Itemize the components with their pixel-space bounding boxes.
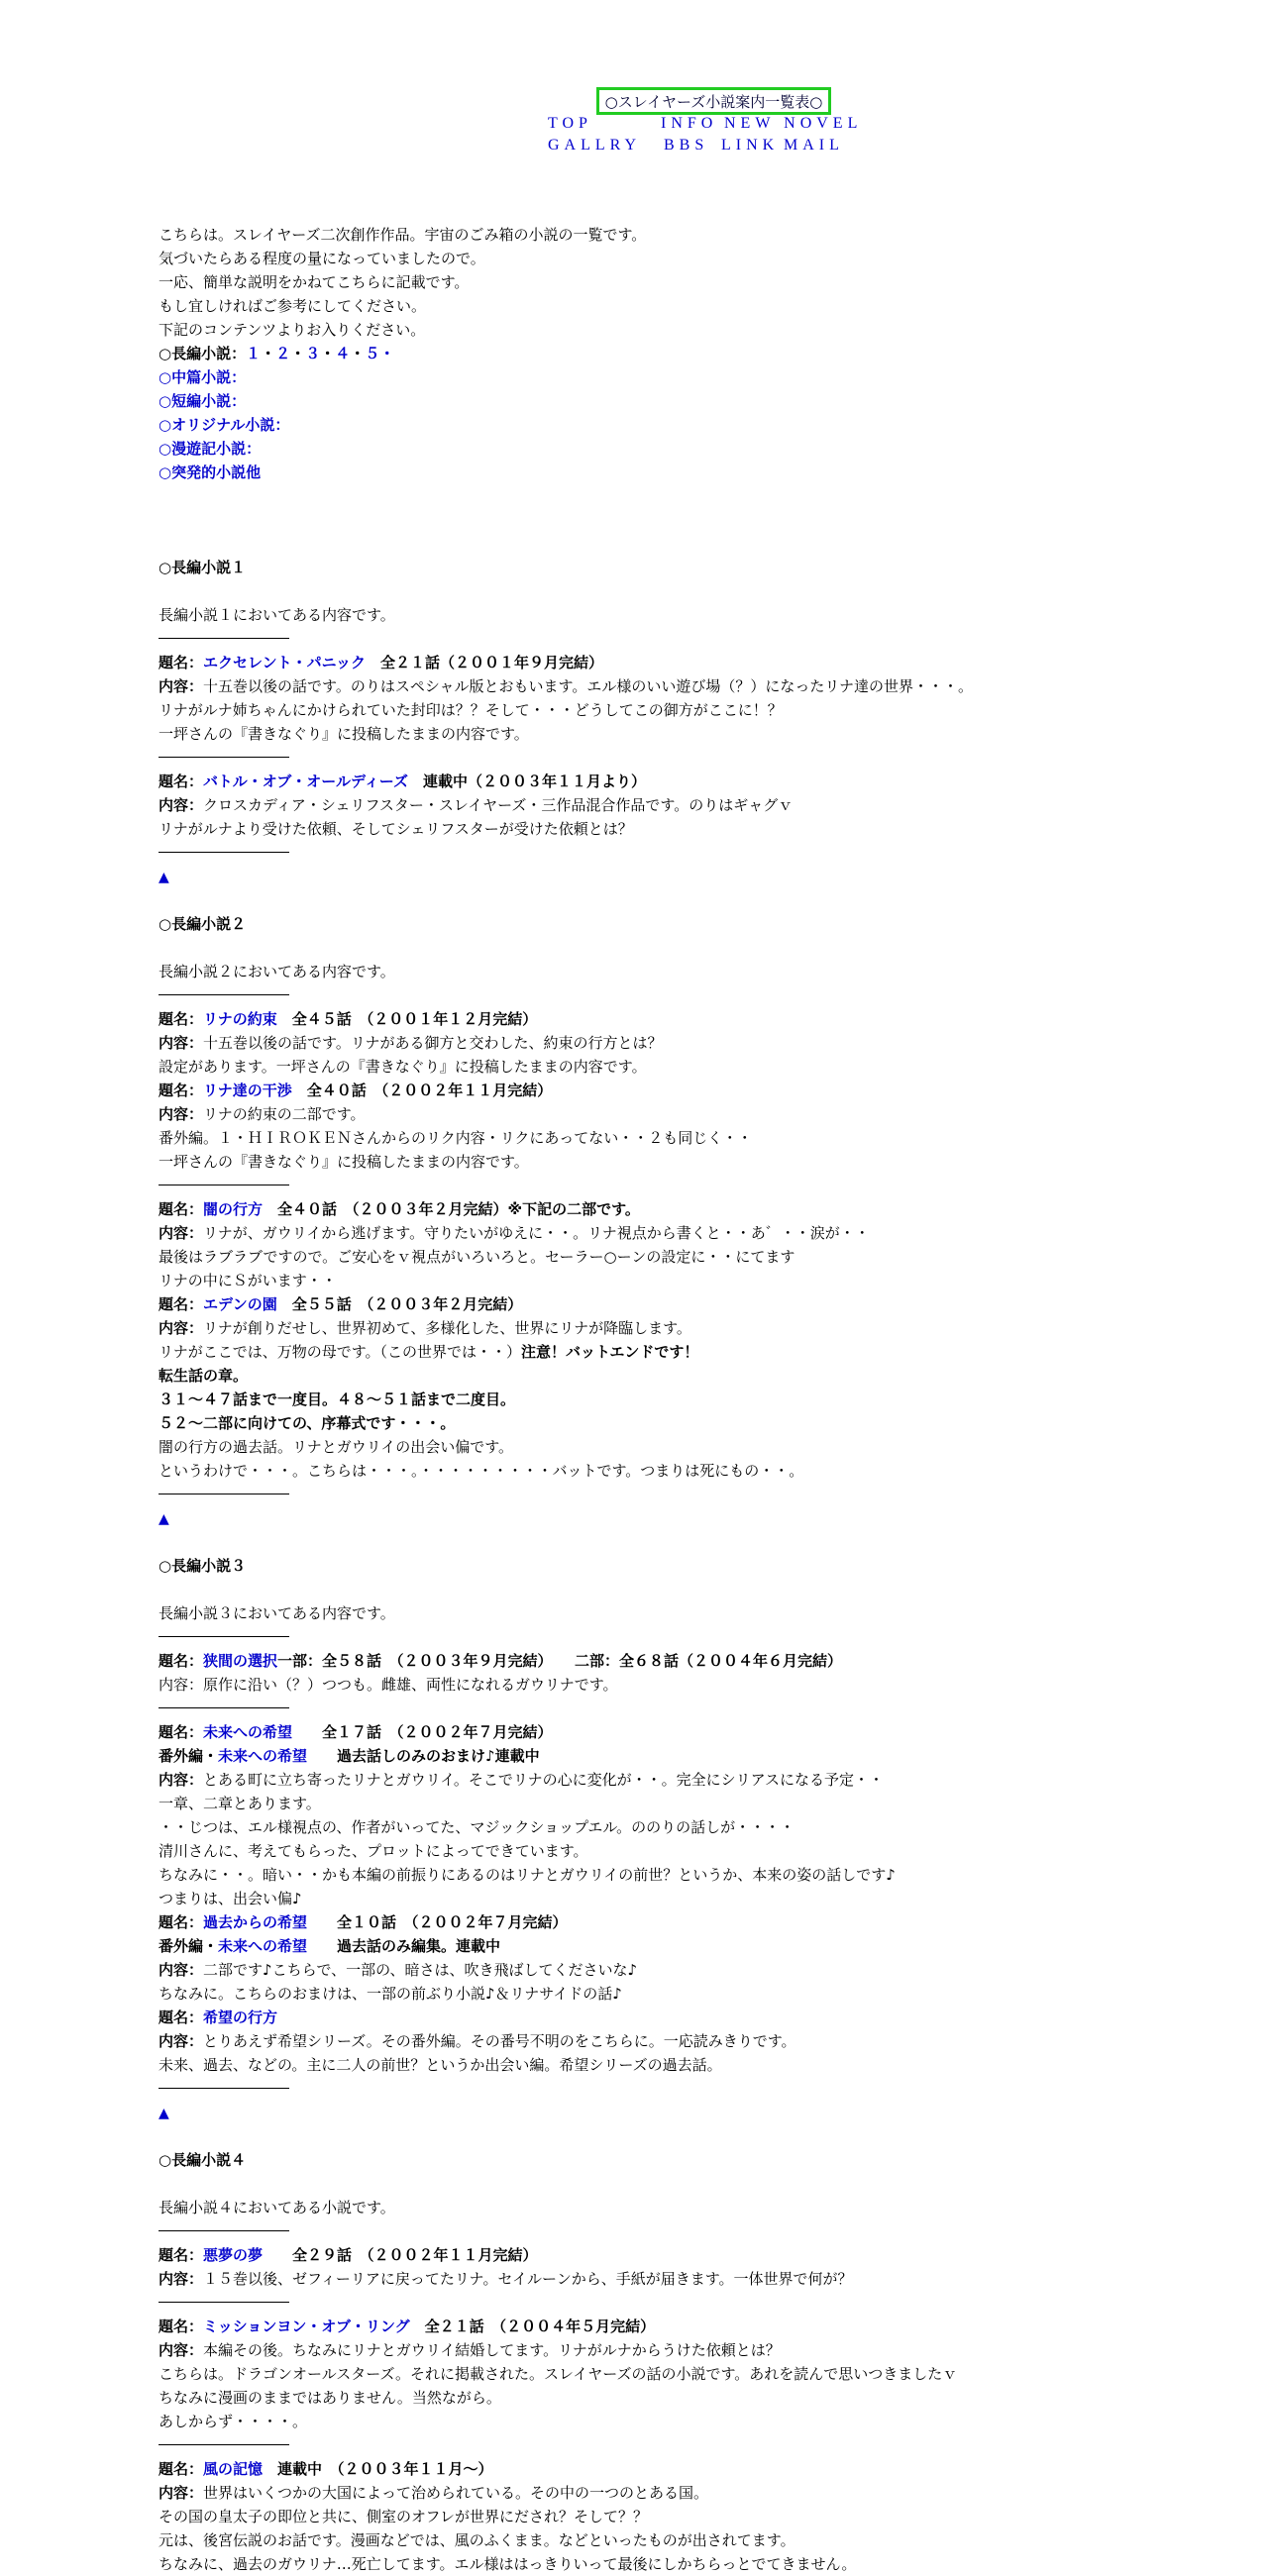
menu-long-link-2[interactable]: ２ xyxy=(275,345,291,362)
novel-content-more: その国の皇太子の即位と共に、側室のオフレが世界にだされ？そして？？ xyxy=(159,2508,648,2525)
novel-content: 内容：リナが、ガウリイから逃げます。守りたいがゆえに・・。リナ視点から書くと・・あ゛・・涙が・・ xyxy=(159,1224,870,1242)
divider xyxy=(159,1707,289,1708)
nav-info-link[interactable]: INFO xyxy=(661,115,718,132)
page-title xyxy=(596,87,831,115)
section-heading-long-1: ○長編小説１ xyxy=(159,559,247,576)
novel-content: 内容：原作に沿い（？）つつも。雌雄、両性になれるガウリナです。 xyxy=(159,1676,618,1694)
divider xyxy=(159,2302,289,2303)
novel-content: 内容：とある町に立ち寄ったリナとガウリイ。そこでリナの心に変化が・・。完全にシリアスになる予定・・ xyxy=(159,1771,885,1789)
novel-title-row: 題名：未来への希望 全１７話 （２００２年７月完結） xyxy=(159,1723,553,1741)
novel-content-more: 番外編。１・ＨＩＲＯＫＥＮさんからのリク内容・リクにあってない・・２も同じく・・ xyxy=(159,1129,753,1147)
divider xyxy=(159,994,289,995)
novel-content: 内容：二部です♪こちらで、一部の、暗さは、吹き飛ばしてくださいな♪ xyxy=(159,1961,638,1979)
novel-content-more: ちなみに、過去のガウリナ…死亡してます。エル様ははっきりいって最後にしかちらっとでてきません。 xyxy=(159,2555,857,2573)
novel-title-row: 題名：リナ達の干渉 全４０話 （２００２年１１月完結） xyxy=(159,1082,553,1099)
novel-content: 内容：１５巻以後、ゼフィーリアに戻ってたリナ。セイルーンから、手紙が届きます。一体世界で何が？ xyxy=(159,2270,853,2288)
novel-content-more: 設定があります。一坪さんの『書きなぐり』に投稿したままの内容です。 xyxy=(159,1058,647,1076)
novel-content: 内容：クロスカディア・シェリフスター・スレイヤーズ・三作品混合作品です。のりはギャグｖ xyxy=(159,796,794,814)
section-heading-long-2: ○長編小説２ xyxy=(159,915,247,933)
novel-title-row: 題名：風の記憶 連載中 （２００３年１１月～） xyxy=(159,2460,493,2478)
divider xyxy=(159,2230,289,2231)
divider xyxy=(159,852,289,853)
novel-title-row: 題名：エデンの園 全５５話 （２００３年２月完結） xyxy=(159,1295,523,1313)
section-desc: 長編小説１においてある内容です。 xyxy=(159,606,395,624)
novel-content-more: 闇の行方の過去話。リナとガウリイの出会い偏です。 xyxy=(159,1438,514,1456)
novel-title-row: 題名：希望の行方 xyxy=(159,2009,278,2026)
novel-content-more: 元は、後宮伝説のお話です。漫画などでは、風のふくまま。などといったものが出されてます。 xyxy=(159,2531,795,2549)
novel-content-more: ちなみに。こちらのおまけは、一部の前ぶり小説♪＆リナサイドの話♪ xyxy=(159,1985,622,2003)
novel-content: 内容：リナの約束の二部です。 xyxy=(159,1105,366,1123)
nav-gallery-link[interactable]: GALLRY xyxy=(548,137,641,154)
novel-title-link[interactable]: バトル・オブ・オールディーズ xyxy=(203,773,409,790)
novel-title-link[interactable]: リナ達の干渉 xyxy=(203,1082,292,1099)
novel-title-link[interactable]: エクセレント・パニック xyxy=(203,654,367,671)
menu-long-label: ○長編小説： xyxy=(159,345,247,362)
menu-sudden-novels-link[interactable]: ○突発的小説他 xyxy=(159,464,262,481)
divider xyxy=(159,638,289,639)
section-desc: 長編小説３においてある内容です。 xyxy=(159,1604,395,1622)
novel-title-link[interactable]: エデンの園 xyxy=(203,1295,277,1313)
intro-line: 一応、簡単な説明をかねてこちらに記載です。 xyxy=(159,273,470,291)
menu-long-link-5[interactable]: ５ xyxy=(365,345,380,362)
novel-content-more: ちなみに・・。暗い・・かも本編の前振りにあるのはリナとガウリイの前世？というか、本来の姿の話しです♪ xyxy=(159,1866,896,1884)
novel-title-link[interactable]: ミッションヨン・オブ・リング xyxy=(203,2318,410,2335)
intro-line: こちらは。スレイヤーズ二次創作作品。宇宙のごみ箱の小説の一覧です。 xyxy=(159,226,647,244)
nav-top-link[interactable]: TOP xyxy=(548,115,592,132)
novel-extra-row: 番外編・未来への希望 過去話のみ編集。連載中 xyxy=(159,1937,501,1955)
back-to-top-icon[interactable]: ▲ xyxy=(159,870,169,885)
novel-title-link[interactable]: 闇の行方 xyxy=(203,1200,264,1218)
novel-content: 内容：リナが創りだせし、世界初めて、多様化した、世界にリナが降臨します。 xyxy=(159,1319,691,1337)
novel-title-row: 題名：過去からの希望 全１０話 （２００２年７月完結） xyxy=(159,1913,568,1931)
novel-content-more: 一章、二章とあります。 xyxy=(159,1795,321,1812)
nav-bbs-link[interactable]: BBS xyxy=(664,137,709,154)
novel-title-row: 題名：悪夢の夢 全２９話 （２００２年１１月完結） xyxy=(159,2246,538,2264)
novel-title-row: 題名：エクセレント・パニック 全２１話（２００１年９月完結） xyxy=(159,654,604,671)
back-to-top-icon[interactable]: ▲ xyxy=(159,1511,169,1527)
novel-content: 内容：世界はいくつかの大国によって治められている。その中の一つのとある国。 xyxy=(159,2484,709,2502)
novel-title-row: 題名：リナの約束 全４５話 （２００１年１２月完結） xyxy=(159,1010,538,1028)
menu-long-link-3[interactable]: ３ xyxy=(305,345,321,362)
menu-short-novels-link[interactable]: ○短編小説： xyxy=(159,392,247,410)
section-desc: 長編小説２においてある内容です。 xyxy=(159,963,395,980)
novel-title-link[interactable]: リナの約束 xyxy=(203,1010,277,1028)
novel-title-row: 題名：ミッションヨン・オブ・リング 全２１話 （２００４年５月完結） xyxy=(159,2318,656,2335)
novel-title-link[interactable]: 未来への希望 xyxy=(203,1723,293,1741)
section-desc: 長編小説４においてある小説です。 xyxy=(159,2199,395,2216)
nav-mail-link[interactable]: MAIL xyxy=(784,137,844,154)
novel-content-more: リナがここでは、万物の母です。（この世界では・・）注意！バットエンドです！ xyxy=(159,1343,699,1361)
novel-note: ５２～二部に向けての、序幕式です・・・。 xyxy=(159,1414,456,1432)
intro-line: 気づいたらある程度の量になっていましたので。 xyxy=(159,250,485,267)
novel-title-row: 題名：狭間の選択一部：全５８話 （２００３年９月完結） 二部：全６８話（２００４年６月完結） xyxy=(159,1652,843,1670)
novel-content: 内容：十五巻以後の話です。のりはスペシャル版とおもいます。エル様のいい遊び場（？）になったリナ達の世界・・・。 xyxy=(159,677,974,695)
novel-title-link[interactable]: 悪夢の夢 xyxy=(203,2246,264,2264)
intro-line: 下記のコンテンツよりお入りください。 xyxy=(159,321,426,339)
page-title-text: ○スレイヤーズ小説案内一覧表○ xyxy=(604,92,823,111)
novel-content: 内容：十五巻以後の話です。リナがある御方と交わした、約束の行方とは？ xyxy=(159,1034,663,1052)
novel-content-more: 清川さんに、考えてもらった、プロットによってできています。 xyxy=(159,1842,588,1860)
novel-extra-row: 番外編・未来への希望 過去話しのみのおまけ♪連載中 xyxy=(159,1747,540,1765)
divider xyxy=(159,2088,289,2089)
nav-new-novel-link[interactable]: NEW NOVEL xyxy=(724,115,863,132)
intro-line: もし宜しければご参考にしてください。 xyxy=(159,297,427,315)
menu-travel-novels-link[interactable]: ○漫遊記小説： xyxy=(159,440,262,458)
novel-content-more: 一坪さんの『書きなぐり』に投稿したままの内容です。 xyxy=(159,1153,529,1171)
novel-title-link[interactable]: 希望の行方 xyxy=(203,2009,278,2026)
novel-note: 転生話の章。 xyxy=(159,1367,249,1385)
menu-original-novels-link[interactable]: ○オリジナル小説： xyxy=(159,416,290,434)
novel-content: 内容：本編その後。ちなみにリナとガウリイ結婚してます。リナがルナからうけた依頼とは？ xyxy=(159,2341,781,2359)
divider xyxy=(159,2444,289,2445)
novel-content-more: リナがルナ姉ちゃんにかけられていた封印は？？そして・・・どうしてこの御方がここに！？ xyxy=(159,701,783,719)
divider xyxy=(159,757,289,758)
novel-content-more: 未来、過去、などの。主に二人の前世？というか出会い編。希望シリーズの過去話。 xyxy=(159,2056,722,2074)
novel-content-more: 最後はラブラブですので。ご安心をｖ視点がいろいろと。セーラー○ーンの設定に・・にてます xyxy=(159,1248,795,1266)
novel-title-link[interactable]: 狭間の選択 xyxy=(203,1652,278,1670)
novel-content-more: こちらは。ドラゴンオールスターズ。それに掲載された。スレイヤーズの話の小説です。あれを読んで思いつきましたｖ xyxy=(159,2365,958,2383)
nav-link-link[interactable]: LINK xyxy=(721,137,780,154)
novel-content-more: ・・じつは、エル様視点の、作者がいってた、マジックショップエル。ののりの話しが・・・・ xyxy=(159,1818,795,1836)
novel-content-more: ちなみに漫画のままではありません。当然ながら。 xyxy=(159,2389,501,2407)
novel-content: 内容：とりあえず希望シリーズ。その番外編。その番号不明のをこちらに。一応読みきりです。 xyxy=(159,2032,796,2050)
menu-long-link-1[interactable]: １ xyxy=(246,345,262,362)
novel-content-more: 一坪さんの『書きなぐり』に投稿したままの内容です。 xyxy=(159,725,529,743)
menu-long-link-4[interactable]: ４ xyxy=(335,345,351,362)
novel-title-row: 題名：バトル・オブ・オールディーズ 連載中（２００３年１１月より） xyxy=(159,773,647,790)
novel-title-row: 題名：闇の行方 全４０話 （２００３年２月完結）※下記の二部です。 xyxy=(159,1200,640,1218)
back-to-top-icon[interactable]: ▲ xyxy=(159,2106,169,2121)
divider xyxy=(159,1636,289,1637)
novel-content-more: というわけで・・・。こちらは・・・。・・・・・・・・・バットです。つまりは死にもの・・。 xyxy=(159,1462,804,1480)
menu-long-novels: ○長編小説：１・２・３・４・５・ xyxy=(159,345,395,362)
novel-content-more: つまりは、出会い偏♪ xyxy=(159,1890,302,1907)
novel-extra-link[interactable]: 未来への希望 xyxy=(218,1937,308,1955)
menu-medium-novels-link[interactable]: ○中篇小説： xyxy=(159,368,247,386)
section-heading-long-3: ○長編小説３ xyxy=(159,1557,247,1575)
novel-title-link[interactable]: 風の記憶 xyxy=(203,2460,264,2478)
novel-note: ３１～４７話まで一度目。４８～５１話まで二度目。 xyxy=(159,1391,516,1408)
novel-title-link[interactable]: 過去からの希望 xyxy=(203,1913,308,1931)
novel-content-more: リナがルナより受けた依頼、そしてシェリフスターが受けた依頼とは？ xyxy=(159,820,633,838)
section-heading-long-4: ○長編小説４ xyxy=(159,2151,247,2169)
main-content xyxy=(159,223,1228,2576)
novel-content-more: あしからず・・・・。 xyxy=(159,2413,308,2430)
novel-extra-link[interactable]: 未来への希望 xyxy=(218,1747,308,1765)
novel-content-more: リナの中にＳがいます・・ xyxy=(159,1272,337,1289)
